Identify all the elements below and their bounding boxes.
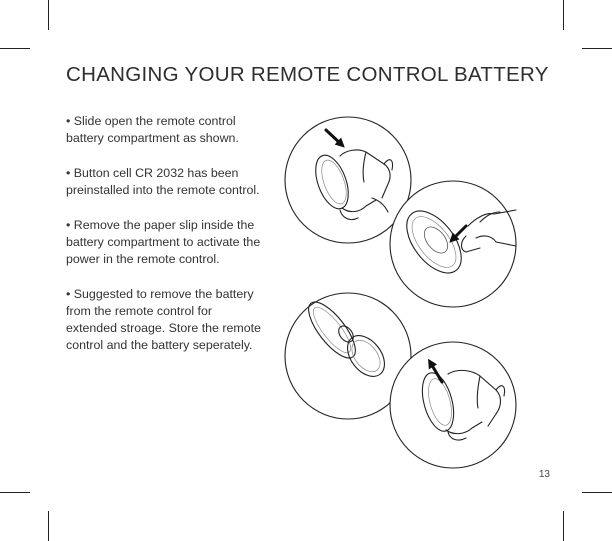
crop-mark-top-right [563, 0, 564, 30]
crop-mark-right-bottom [582, 492, 612, 493]
battery-illustrations [280, 112, 585, 472]
crop-mark-right-top [582, 48, 612, 49]
illustration-battery-removal [390, 342, 516, 468]
instruction-step-3: • Remove the paper slip inside the battery compartment to activate the power in the remote control. [66, 218, 261, 266]
crop-mark-left-bottom [0, 492, 30, 493]
illustration-remove-paper-slip [390, 181, 516, 307]
instruction-list [66, 113, 261, 372]
page-title: CHANGING YOUR REMOTE CONTROL BATTERY [66, 63, 549, 86]
instruction-step-1: • Slide open the remote control battery compartment as shown. [66, 114, 239, 145]
illustration-slide-open [285, 117, 411, 243]
crop-mark-left-top [0, 48, 30, 49]
instruction-step-2: • Button cell CR 2032 has been preinstalled into the remote control. [66, 166, 260, 197]
instruction-step-4: • Suggested to remove the battery from the remote control for extended stroage. Store the remote control and the battery seperately. [66, 287, 261, 352]
page-number: 13 [538, 469, 550, 480]
crop-mark-top-left [48, 0, 49, 30]
crop-mark-bottom-right [563, 511, 564, 541]
crop-mark-bottom-left [48, 511, 49, 541]
